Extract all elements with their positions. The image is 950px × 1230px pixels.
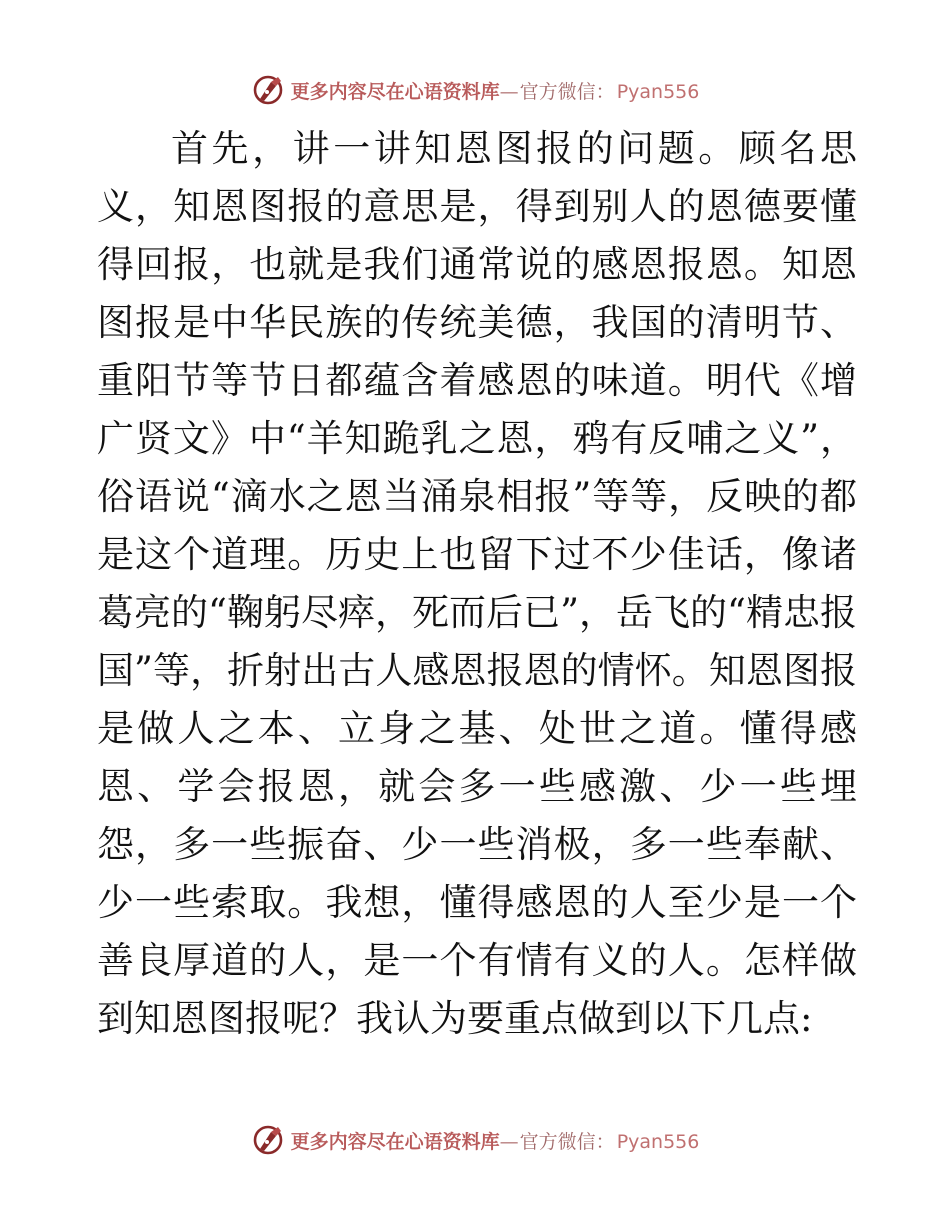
banner-wechat-label: 官方微信： — [519, 1130, 615, 1153]
body-paragraph: 首先，讲一讲知恩图报的问题。顾名思义，知恩图报的意思是，得到别人的恩德要懂得回报，也就是我们通常说的感恩报恩。知恩图报是中华民族的传统美德，我国的清明节、重阳节等节日都蕴含着感恩的味道。明代《增广贤文》中“羊知跪乳之恩，鸦有反哺之义”，俗语说“滴水之恩当涌泉相报”等等，反映的都是这个道理。历史上也留下过不少佳话，像诸葛亮的“鞠躬尽瘁，死而后已”，岳飞的“精忠报国”等，折射出古人感恩报恩的情怀。知恩图报是做人之本、立身之基、处世之道。懂得感恩、学会报恩，就会多一些感激、少一些埋怨，多一些振奋、少一些消极，多一些奉献、少一些索取。我想，懂得感恩的人至少是一个善良厚道的人，是一个有情有义的人。怎样做到知恩图报呢？我认为要重点做到以下几点: — [97, 127, 857, 1040]
banner-dash: — — [499, 80, 518, 103]
banner-site-name: 更多内容尽在心语资料库 — [290, 80, 500, 103]
document-body — [97, 120, 857, 1048]
banner-wechat-id: Pyan556 — [616, 80, 700, 103]
header-banner — [0, 70, 950, 110]
footer-banner-text — [291, 1127, 700, 1154]
banner-dash: — — [499, 1130, 518, 1153]
header-banner-text — [291, 77, 700, 104]
footer-banner-inner — [251, 1123, 700, 1157]
pen-nib-logo-icon — [251, 73, 285, 107]
banner-wechat-label: 官方微信： — [519, 80, 615, 103]
banner-site-name: 更多内容尽在心语资料库 — [290, 1130, 500, 1153]
header-banner-inner — [251, 73, 700, 107]
banner-wechat-id: Pyan556 — [616, 1130, 700, 1153]
pen-nib-logo-icon — [251, 1123, 285, 1157]
footer-banner — [0, 1120, 950, 1160]
